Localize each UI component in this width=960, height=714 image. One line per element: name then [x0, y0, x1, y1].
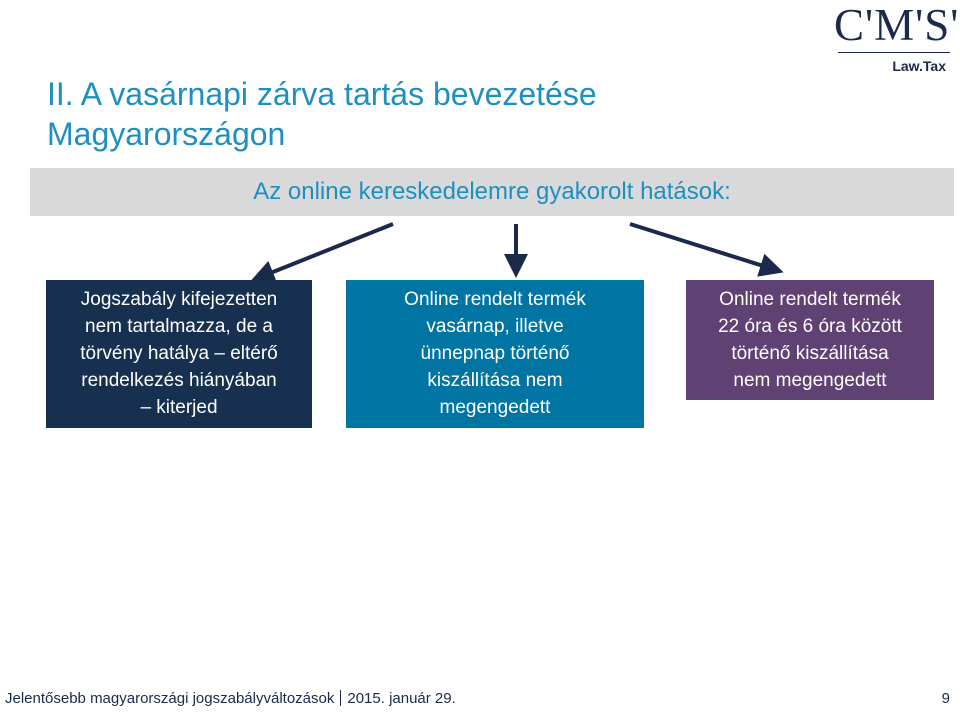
footer — [5, 690, 456, 707]
box-line: Online rendelt termék — [719, 289, 901, 310]
impact-box-night-delivery — [686, 280, 934, 400]
footer-date: 2015. január 29. — [347, 690, 456, 707]
box-line: – kiterjed — [140, 397, 218, 418]
slide-title-line-1: II. A vasárnapi zárva tartás bevezetése — [47, 76, 597, 112]
box-line: megengedett — [439, 397, 551, 418]
box-line: rendelkezés hiányában — [81, 370, 277, 391]
box-line: Jogszabály kifejezetten — [80, 289, 278, 310]
section-banner: Az online kereskedelemre gyakorolt hatások: — [30, 168, 954, 216]
box-line: nem tartalmazza, de a — [85, 316, 273, 337]
arrow-left — [258, 224, 393, 278]
logo-subtitle: Law.Tax — [892, 58, 946, 74]
logo-text: C'M'S' — [834, 0, 960, 50]
box-line: Online rendelt termék — [404, 289, 586, 310]
footer-title: Jelentősebb magyarországi jogszabályváltozások — [5, 690, 335, 707]
impact-box-scope — [46, 280, 312, 428]
box-line: történő kiszállítása — [731, 343, 889, 364]
box-line: ünnepnap történő — [420, 343, 570, 364]
footer-separator — [340, 690, 341, 706]
box-line: nem megengedett — [733, 370, 887, 391]
box-line: vasárnap, illetve — [426, 316, 564, 337]
page-number: 9 — [941, 690, 950, 707]
box-line: 22 óra és 6 óra között — [718, 316, 902, 337]
box-line: törvény hatálya – eltérő — [80, 343, 278, 364]
impact-box-sunday-delivery — [346, 280, 644, 428]
slide-title-line-2: Magyarországon — [47, 116, 286, 152]
box-line: kiszállítása nem — [427, 370, 563, 391]
arrow-right — [630, 224, 776, 270]
